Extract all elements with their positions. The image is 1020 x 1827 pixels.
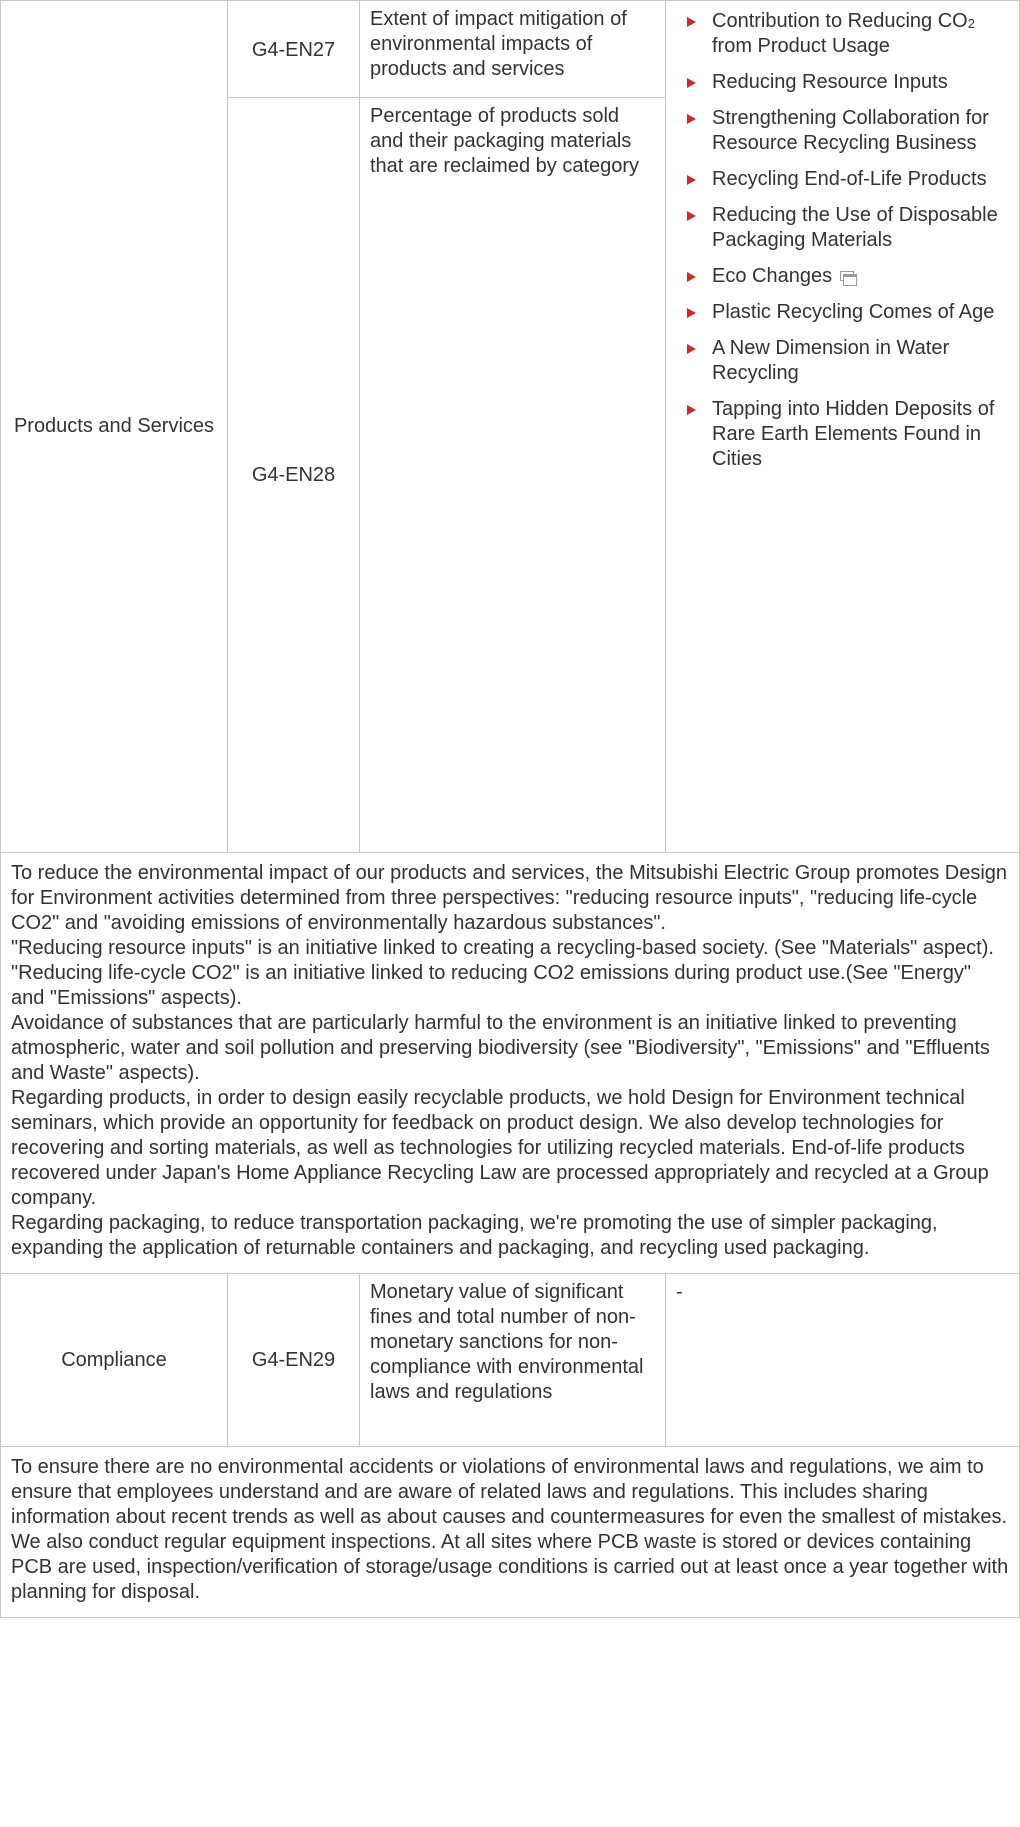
indicator-code-cell: [228, 1, 360, 98]
list-item[interactable]: [676, 264, 1009, 289]
note-paragraph: "Reducing life-cycle CO2" is an initiative linked to reducing CO2 emissions during product use.(See "Energy" and "Emissions" aspects).: [11, 962, 971, 1009]
external-window-icon: [840, 271, 856, 283]
table-row: [1, 1447, 1020, 1618]
indicator-description-cell: [360, 98, 666, 853]
indicator-description-cell: [360, 1, 666, 98]
no-links-dash: -: [676, 1281, 683, 1303]
arrow-bullet-icon: [687, 17, 696, 27]
link-reducing-packaging[interactable]: Reducing the Use of Disposable Packaging Materials: [712, 204, 998, 251]
indicator-code-cell: [228, 98, 360, 853]
indicator-description-cell: [360, 1274, 666, 1447]
link-eco-changes[interactable]: Eco Changes: [712, 265, 833, 287]
link-strengthening-collaboration[interactable]: Strengthening Collaboration for Resource Recycling Business: [712, 107, 989, 154]
aspect-cell: [1, 1, 228, 853]
aspect-cell: [1, 1274, 228, 1447]
list-item[interactable]: [676, 167, 1009, 192]
list-item[interactable]: [676, 70, 1009, 95]
link-contribution-co2[interactable]: Contribution to Reducing $CO_2$ from Product Usage: [712, 10, 975, 57]
note-paragraph: Regarding packaging, to reduce transportation packaging, we're promoting the use of simpler packaging, expanding the application of returnable containers and packaging, and recycling used packaging.: [11, 1212, 938, 1259]
note-paragraph: "Reducing resource inputs" is an initiative linked to creating a recycling-based society. (See "Materials" aspect).: [11, 937, 994, 959]
related-links-cell: [666, 1274, 1020, 1447]
arrow-bullet-icon: [687, 308, 696, 318]
arrow-bullet-icon: [687, 405, 696, 415]
list-item[interactable]: [676, 300, 1009, 325]
note-paragraph: Regarding products, in order to design easily recyclable products, we hold Design for Environment technical seminars, which provide an opportunity for feedback on product design. We also develop technologies for recovering and sorting materials, as well as technologies for utilizing recycled materials. End-of-life products recovered under Japan's Home Appliance Recycling Law are processed appropriately and recycled at a Group company.: [11, 1087, 989, 1209]
related-links-cell: [666, 1, 1020, 853]
indicator-code: G4-EN28: [251, 463, 336, 486]
link-reducing-resource-inputs[interactable]: Reducing Resource Inputs: [712, 71, 948, 93]
table-row: [1, 1, 1020, 98]
list-item[interactable]: [676, 336, 1009, 386]
indicator-description: Percentage of products sold and their packaging materials that are reclaimed by category: [370, 105, 640, 177]
note-paragraph: Avoidance of substances that are particularly harmful to the environment is an initiative linked to preventing atmospheric, water and soil pollution and preserving biodiversity (see "Biodiversity", "Emissions" and "Effluents and Waste" aspects).: [11, 1012, 990, 1084]
list-item[interactable]: [676, 203, 1009, 253]
arrow-bullet-icon: [687, 211, 696, 221]
link-recycling-end-of-life[interactable]: Recycling End-of-Life Products: [712, 168, 987, 190]
indicator-code-cell: [228, 1274, 360, 1447]
note-paragraph: To reduce the environmental impact of our products and services, the Mitsubishi Electric Group promotes Design for Environment activities determined from three perspectives: "reducing resource inputs", "reducing life-cycle CO2" and "avoiding emissions of environmentally hazardous substances".: [11, 862, 1008, 934]
note-paragraph: To ensure there are no environmental accidents or violations of environmental laws and regulations, we aim to ensure that employees understand and are aware of related laws and regulations. This includes sharing information about recent trends as well as about causes and countermeasures for even the smallest of mistakes. We also conduct regular equipment inspections. At all sites where PCB waste is stored or devices containing PCB are used, inspection/verification of storage/usage conditions is carried out at least once a year together with planning for disposal.: [11, 1456, 1009, 1603]
list-item[interactable]: [676, 106, 1009, 156]
arrow-bullet-icon: [687, 78, 696, 88]
indicator-description: Monetary value of significant fines and total number of non-monetary sanctions for non-compliance with environmental laws and regulations: [370, 1281, 644, 1403]
aspect-note-cell: [1, 1447, 1020, 1618]
aspect-note-cell: [1, 853, 1020, 1274]
list-item[interactable]: [676, 397, 1009, 472]
table-row: [1, 853, 1020, 1274]
arrow-bullet-icon: [687, 272, 696, 282]
arrow-bullet-icon: [687, 344, 696, 354]
arrow-bullet-icon: [687, 114, 696, 124]
link-plastic-recycling[interactable]: Plastic Recycling Comes of Age: [712, 301, 995, 323]
list-item[interactable]: [676, 9, 1009, 59]
related-links-list: [676, 7, 1009, 472]
table-row: [1, 1274, 1020, 1447]
arrow-bullet-icon: [687, 175, 696, 185]
indicator-code: G4-EN27: [251, 38, 336, 61]
link-water-recycling[interactable]: A New Dimension in Water Recycling: [712, 337, 950, 384]
aspect-label: Products and Services: [13, 415, 215, 437]
indicator-description: Extent of impact mitigation of environmental impacts of products and services: [370, 8, 627, 80]
indicator-code: G4-EN29: [251, 1348, 336, 1371]
aspect-label: Compliance: [61, 1348, 167, 1371]
link-rare-earth-elements[interactable]: Tapping into Hidden Deposits of Rare Earth Elements Found in Cities: [712, 398, 995, 470]
